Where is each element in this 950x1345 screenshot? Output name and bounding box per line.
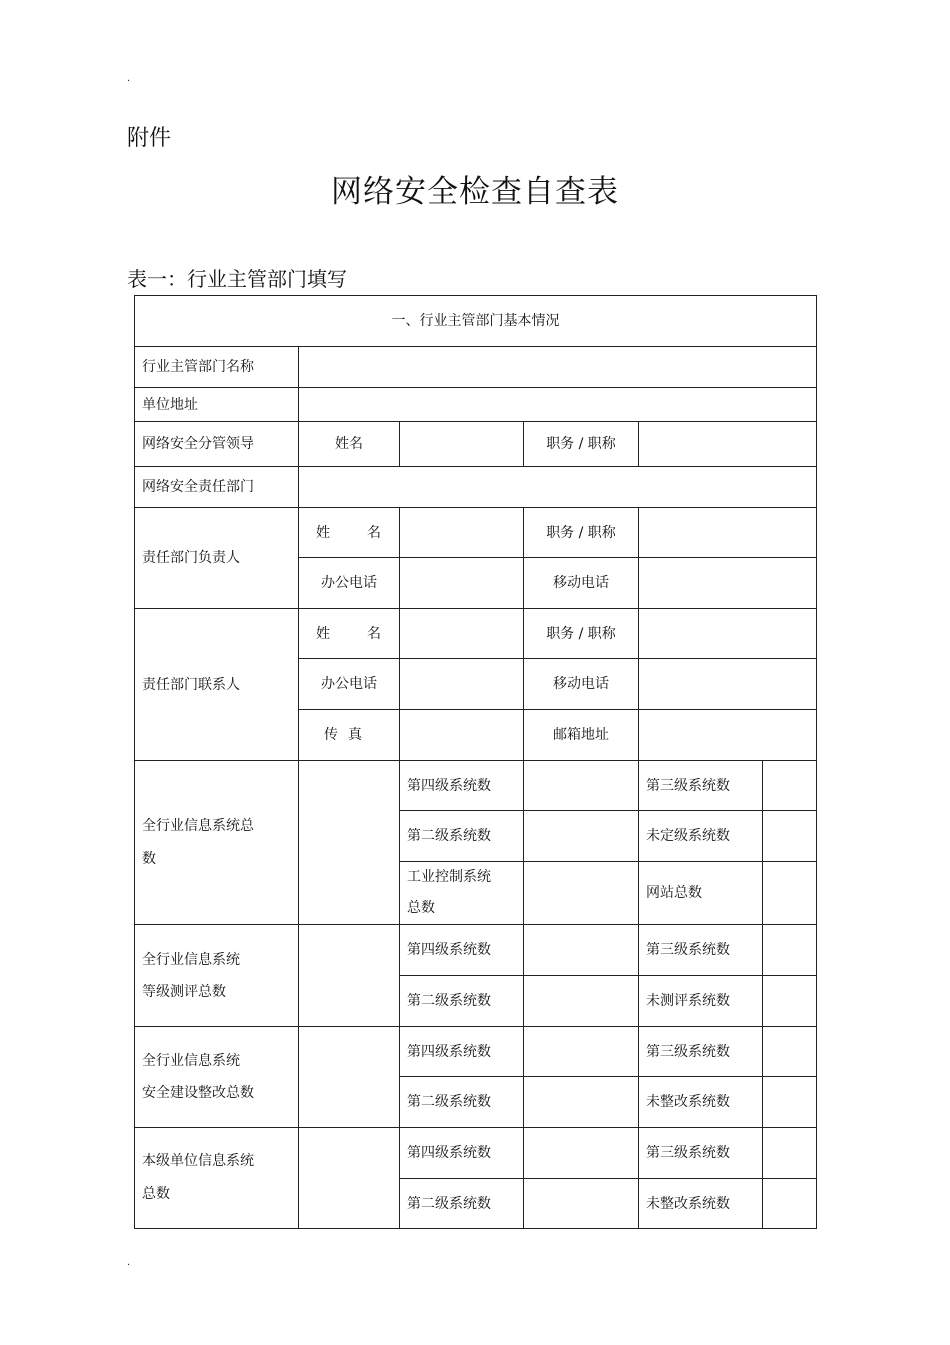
rectify-level2-field[interactable] bbox=[524, 1077, 639, 1128]
responsible-dept-field[interactable] bbox=[299, 467, 817, 508]
leader-name-field[interactable] bbox=[400, 422, 524, 467]
contact-mobile-phone-label: 移动电话 bbox=[524, 659, 639, 710]
page-marker-dot: . bbox=[127, 73, 131, 84]
rectify-level3-label: 第三级系统数 bbox=[639, 1027, 763, 1077]
dept-contact-label: 责任部门联系人 bbox=[135, 609, 299, 761]
unit-address-field[interactable] bbox=[299, 388, 817, 422]
local-level2-field[interactable] bbox=[524, 1179, 639, 1229]
contact-office-phone-label: 办公电话 bbox=[299, 659, 400, 710]
total-level3-label: 第三级系统数 bbox=[639, 761, 763, 811]
dept-name-field[interactable] bbox=[299, 347, 817, 388]
head-name-label: 姓 名 bbox=[299, 508, 400, 558]
unevaluated-label: 未测评系统数 bbox=[639, 976, 763, 1027]
section-header: 一、行业主管部门基本情况 bbox=[135, 296, 817, 347]
annex-label: 附件 bbox=[127, 126, 172, 151]
contact-postal-address-label: 邮箱地址 bbox=[524, 710, 639, 761]
head-position-field[interactable] bbox=[639, 508, 817, 558]
leader-name-label: 姓名 bbox=[299, 422, 400, 467]
page-marker-dot: . bbox=[127, 1257, 131, 1268]
head-office-phone-label: 办公电话 bbox=[299, 558, 400, 609]
graded-eval-total-label: 全行业信息系统 等级测评总数 bbox=[135, 925, 299, 1027]
ics-total-field[interactable] bbox=[524, 862, 639, 925]
head-position-label: 职务 / 职称 bbox=[524, 508, 639, 558]
page-title: 网络安全检查自查表 bbox=[331, 174, 619, 210]
security-rectify-total-field[interactable] bbox=[299, 1027, 400, 1128]
contact-name-field[interactable] bbox=[400, 609, 524, 659]
unevaluated-field[interactable] bbox=[763, 976, 817, 1027]
rectify-level3-field[interactable] bbox=[763, 1027, 817, 1077]
contact-fax-field[interactable] bbox=[400, 710, 524, 761]
unrectified-label: 未整改系统数 bbox=[639, 1077, 763, 1128]
total-level2-label: 第二级系统数 bbox=[400, 811, 524, 862]
graded-eval-total-field[interactable] bbox=[299, 925, 400, 1027]
head-office-phone-field[interactable] bbox=[400, 558, 524, 609]
eval-level4-label: 第四级系统数 bbox=[400, 925, 524, 976]
local-unit-total-field[interactable] bbox=[299, 1128, 400, 1229]
self-check-form bbox=[134, 295, 817, 1229]
local-level3-field[interactable] bbox=[763, 1128, 817, 1179]
local-level4-field[interactable] bbox=[524, 1128, 639, 1179]
contact-mobile-phone-field[interactable] bbox=[639, 659, 817, 710]
contact-postal-address-field[interactable] bbox=[639, 710, 817, 761]
unit-address-label: 单位地址 bbox=[135, 388, 299, 422]
eval-level3-label: 第三级系统数 bbox=[639, 925, 763, 976]
responsible-dept-label: 网络安全责任部门 bbox=[135, 467, 299, 508]
local-unit-total-label: 本级单位信息系统 总数 bbox=[135, 1128, 299, 1229]
leader-position-field[interactable] bbox=[639, 422, 817, 467]
contact-position-label: 职务 / 职称 bbox=[524, 609, 639, 659]
total-level2-field[interactable] bbox=[524, 811, 639, 862]
security-rectify-total-label: 全行业信息系统 安全建设整改总数 bbox=[135, 1027, 299, 1128]
local-unrectified-label: 未整改系统数 bbox=[639, 1179, 763, 1229]
rectify-level4-field[interactable] bbox=[524, 1027, 639, 1077]
total-systems-field[interactable] bbox=[299, 761, 400, 925]
ics-total-label: 工业控制系统 总数 bbox=[400, 862, 524, 925]
local-unrectified-field[interactable] bbox=[763, 1179, 817, 1229]
local-level3-label: 第三级系统数 bbox=[639, 1128, 763, 1179]
head-name-field[interactable] bbox=[400, 508, 524, 558]
eval-level2-field[interactable] bbox=[524, 976, 639, 1027]
table-subtitle: 表一：行业主管部门填写 bbox=[127, 267, 347, 291]
total-level4-label: 第四级系统数 bbox=[400, 761, 524, 811]
rectify-level2-label: 第二级系统数 bbox=[400, 1077, 524, 1128]
contact-position-field[interactable] bbox=[639, 609, 817, 659]
total-unrated-field[interactable] bbox=[763, 811, 817, 862]
total-systems-label: 全行业信息系统总 数 bbox=[135, 761, 299, 925]
unrectified-field[interactable] bbox=[763, 1077, 817, 1128]
website-total-label: 网站总数 bbox=[639, 862, 763, 925]
leader-position-label: 职务 / 职称 bbox=[524, 422, 639, 467]
contact-name-label: 姓 名 bbox=[299, 609, 400, 659]
rectify-level4-label: 第四级系统数 bbox=[400, 1027, 524, 1077]
eval-level3-field[interactable] bbox=[763, 925, 817, 976]
website-total-field[interactable] bbox=[763, 862, 817, 925]
contact-office-phone-field[interactable] bbox=[400, 659, 524, 710]
head-mobile-phone-field[interactable] bbox=[639, 558, 817, 609]
eval-level2-label: 第二级系统数 bbox=[400, 976, 524, 1027]
dept-head-label: 责任部门负责人 bbox=[135, 508, 299, 609]
head-mobile-phone-label: 移动电话 bbox=[524, 558, 639, 609]
dept-name-label: 行业主管部门名称 bbox=[135, 347, 299, 388]
eval-level4-field[interactable] bbox=[524, 925, 639, 976]
contact-fax-label: 传 真 bbox=[299, 710, 400, 761]
total-level4-field[interactable] bbox=[524, 761, 639, 811]
local-level2-label: 第二级系统数 bbox=[400, 1179, 524, 1229]
local-level4-label: 第四级系统数 bbox=[400, 1128, 524, 1179]
security-leader-label: 网络安全分管领导 bbox=[135, 422, 299, 467]
total-level3-field[interactable] bbox=[763, 761, 817, 811]
total-unrated-label: 未定级系统数 bbox=[639, 811, 763, 862]
